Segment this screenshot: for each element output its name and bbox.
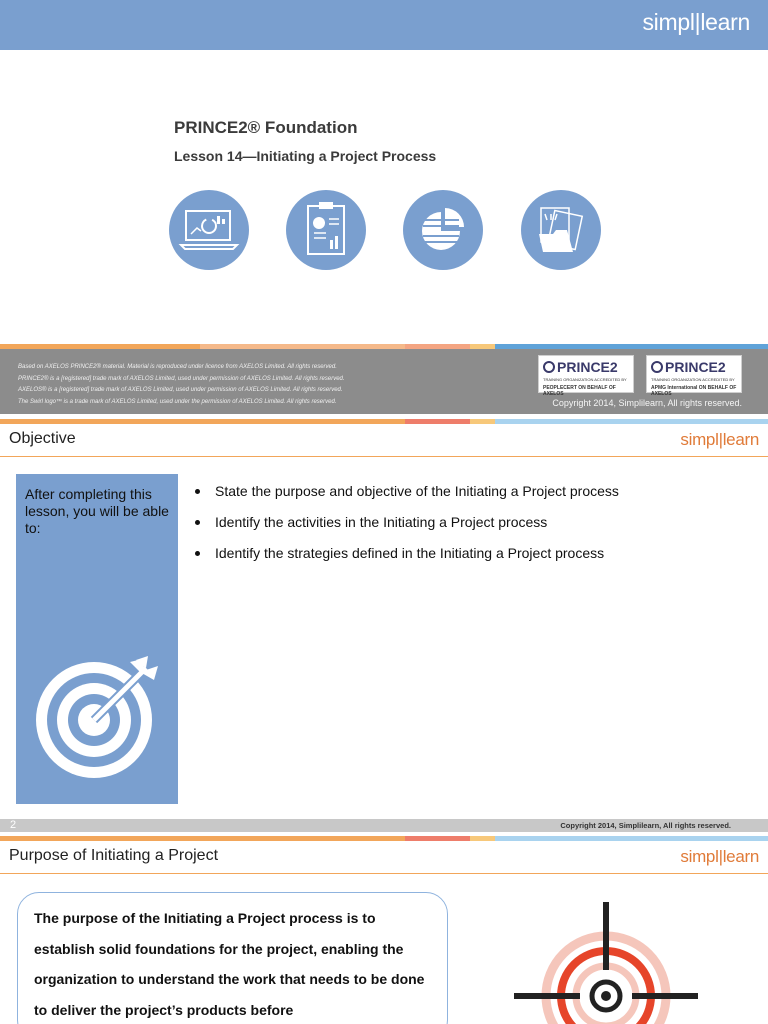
legal-notice <box>18 362 345 408</box>
copyright-text: Copyright 2014, Simplilearn, All rights reserved. <box>552 398 742 408</box>
slide-footer <box>0 819 768 832</box>
clipboard-report-icon <box>286 190 366 270</box>
legal-line: AXELOS® is a [registered] trade mark of AXELOS Limited, used under permission of AXELOS Limited. All rights reserved. <box>18 387 343 393</box>
simplilearn-logo[interactable] <box>680 847 759 867</box>
legal-line: PRINCE2® is a [registered] trade mark of AXELOS Limited, used under permission of AXELOS Limited. All rights reserved. <box>18 375 345 382</box>
badge-tagline: TRAINING ORGANIZATION ACCREDITED BY <box>543 377 627 382</box>
list-item: Identify the activities in the Initiating a Project process <box>193 514 619 545</box>
objective-list <box>193 483 619 576</box>
prince2-badge-apmg <box>646 355 742 397</box>
logo-right-text: learn <box>722 847 759 866</box>
badge-org: PEOPLECERT ON BEHALF OF AXELOS <box>543 385 616 397</box>
simplilearn-logo[interactable] <box>680 430 759 450</box>
title-divider <box>0 873 768 874</box>
folder-documents-icon <box>521 190 601 270</box>
prince2-badge-peoplecert <box>538 355 634 397</box>
crosshair-icon <box>508 900 708 1024</box>
axelos-swirl-icon <box>543 361 555 373</box>
legal-footer <box>0 349 768 414</box>
logo-left-text: simpl <box>680 430 719 449</box>
pie-chart-icon <box>403 190 483 270</box>
axelos-swirl-icon <box>651 361 663 373</box>
copyright-text: Copyright 2014, Simplilearn, All rights reserved. <box>560 821 731 830</box>
header-bar <box>0 0 768 50</box>
target-arrow-icon <box>28 654 168 784</box>
list-item: State the purpose and objective of the Initiating a Project process <box>193 483 619 514</box>
color-stripe <box>0 836 768 841</box>
logo-divider: | <box>694 9 701 35</box>
logo-divider: | <box>718 430 723 449</box>
page-number: 2 <box>10 819 17 831</box>
purpose-callout <box>17 892 448 1024</box>
badge-org: APMG International ON BEHALF OF AXELOS <box>651 385 737 397</box>
logo-right-text: learn <box>700 9 750 35</box>
course-title: PRINCE2® Foundation <box>174 118 358 137</box>
objective-intro: After completing this lesson, you will be able to: <box>25 486 169 536</box>
simplilearn-logo[interactable] <box>642 9 750 36</box>
legal-line: The Swirl logo™ is a trade mark of AXELOS Limited, used under the permission of AXELOS Limited. All rights reserved. <box>18 398 337 405</box>
color-stripe <box>0 419 768 424</box>
slide-title: Purpose of Initiating a Project <box>9 847 219 864</box>
title-divider <box>0 456 768 457</box>
logo-left-text: simpl <box>680 847 719 866</box>
slide-title: Objective <box>9 430 76 447</box>
laptop-chart-icon <box>169 190 249 270</box>
badge-brand: PRINCE2 <box>665 359 726 375</box>
list-item: Identify the strategies defined in the Initiating a Project process <box>193 545 619 576</box>
objective-panel <box>16 474 178 804</box>
logo-divider: | <box>718 847 723 866</box>
purpose-text: The purpose of the Initiating a Project process is to establish solid foundations for the project, enabling the organization to understand the work that needs to be done to deliver the project’s products before <box>34 910 425 1018</box>
logo-left-text: simpl <box>642 9 695 35</box>
logo-right-text: learn <box>722 430 759 449</box>
badge-brand: PRINCE2 <box>557 359 618 375</box>
lesson-title: Lesson 14—Initiating a Project Process <box>174 148 437 164</box>
legal-line: Based on AXELOS PRINCE2® material. Material is reproduced under licence from AXELOS Limited. All rights reserved. <box>18 364 337 370</box>
badge-tagline: TRAINING ORGANIZATION ACCREDITED BY <box>651 377 735 382</box>
